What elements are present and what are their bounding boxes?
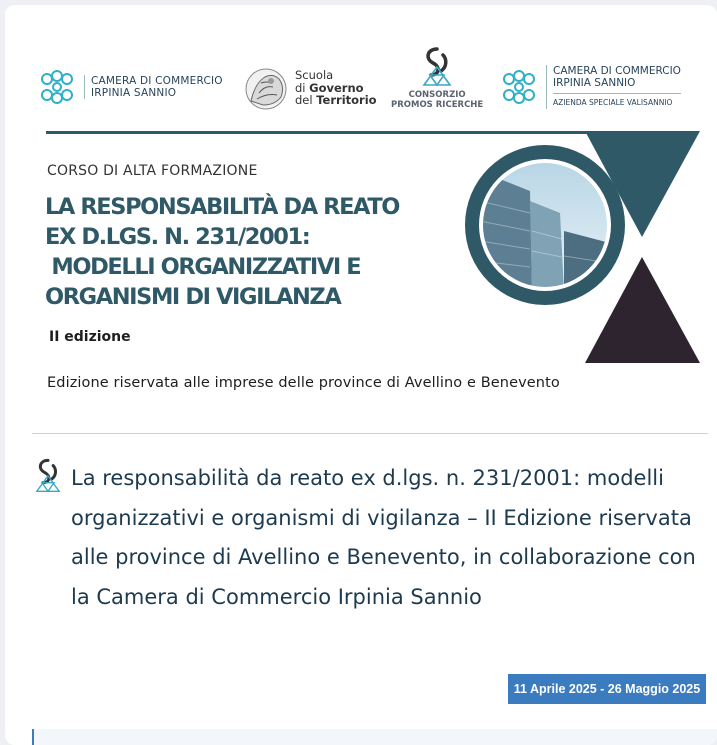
- consorzio-line1: CONSORZIO: [408, 90, 466, 100]
- sgt-line2-pre: di: [295, 80, 310, 95]
- article-title-link[interactable]: La responsabilità da reato ex d.lgs. n. 231/2001: modelli organizzativi e organismi di vigilanza – II Edizione riservata alle province di Avellino e Benevento, in collaborazione con la Camera di Commercio Irpinia Sannio: [71, 466, 696, 609]
- cciaa-logo-left: [38, 69, 223, 105]
- cciaa-left-line2: IRPINIA SANNIO: [91, 87, 177, 99]
- consorzio-logo-icon: [417, 45, 457, 87]
- consorzio-line2: PROMOS RICERCHE: [391, 100, 484, 110]
- edition-label: II edizione: [49, 329, 131, 345]
- sgt-line2-bold: Governo: [309, 80, 364, 95]
- cciaa-right-line1: CAMERA DI COMMERCIO: [553, 65, 681, 77]
- event-card: [5, 5, 717, 745]
- headline-line: EX D.LGS. N. 231/2001:: [45, 224, 310, 250]
- sgt-line3-bold: Territorio: [316, 93, 377, 108]
- cciaa-right-line2: IRPINIA SANNIO: [553, 77, 636, 89]
- next-section-box: [32, 729, 717, 745]
- headline-line: MODELLI ORGANIZZATIVI E: [45, 254, 361, 280]
- consorzio-logo: [391, 45, 483, 110]
- banner-headline: [45, 192, 475, 312]
- cciaa-logo-icon: [500, 69, 538, 105]
- cciaa-logo-icon: [38, 69, 76, 105]
- sgt-logo: [241, 63, 377, 113]
- cciaa-left-line1: CAMERA DI COMMERCIO: [91, 75, 223, 87]
- event-banner[interactable]: [5, 5, 717, 433]
- headline-line: ORGANISMI DI VIGILANZA: [45, 284, 341, 310]
- sgt-line1: Scuola: [295, 68, 334, 83]
- cciaa-logo-right: [500, 65, 681, 109]
- cciaa-right-line3: AZIENDA SPECIALE VALISANNIO: [553, 93, 681, 109]
- banner-artwork: [460, 131, 700, 367]
- promos-icon: [30, 457, 66, 493]
- reserved-note: Edizione riservata alle imprese delle province di Avellino e Benevento: [47, 375, 560, 391]
- date-range-badge: 11 Aprile 2025 - 26 Maggio 2025: [508, 674, 706, 704]
- sgt-line3-pre: del: [295, 93, 317, 108]
- headline-line: LA RESPONSABILITÀ DA REATO: [45, 194, 399, 220]
- sgt-emblem-icon: [241, 63, 291, 113]
- course-kicker: CORSO DI ALTA FORMAZIONE: [47, 163, 258, 179]
- section-divider: [32, 433, 708, 434]
